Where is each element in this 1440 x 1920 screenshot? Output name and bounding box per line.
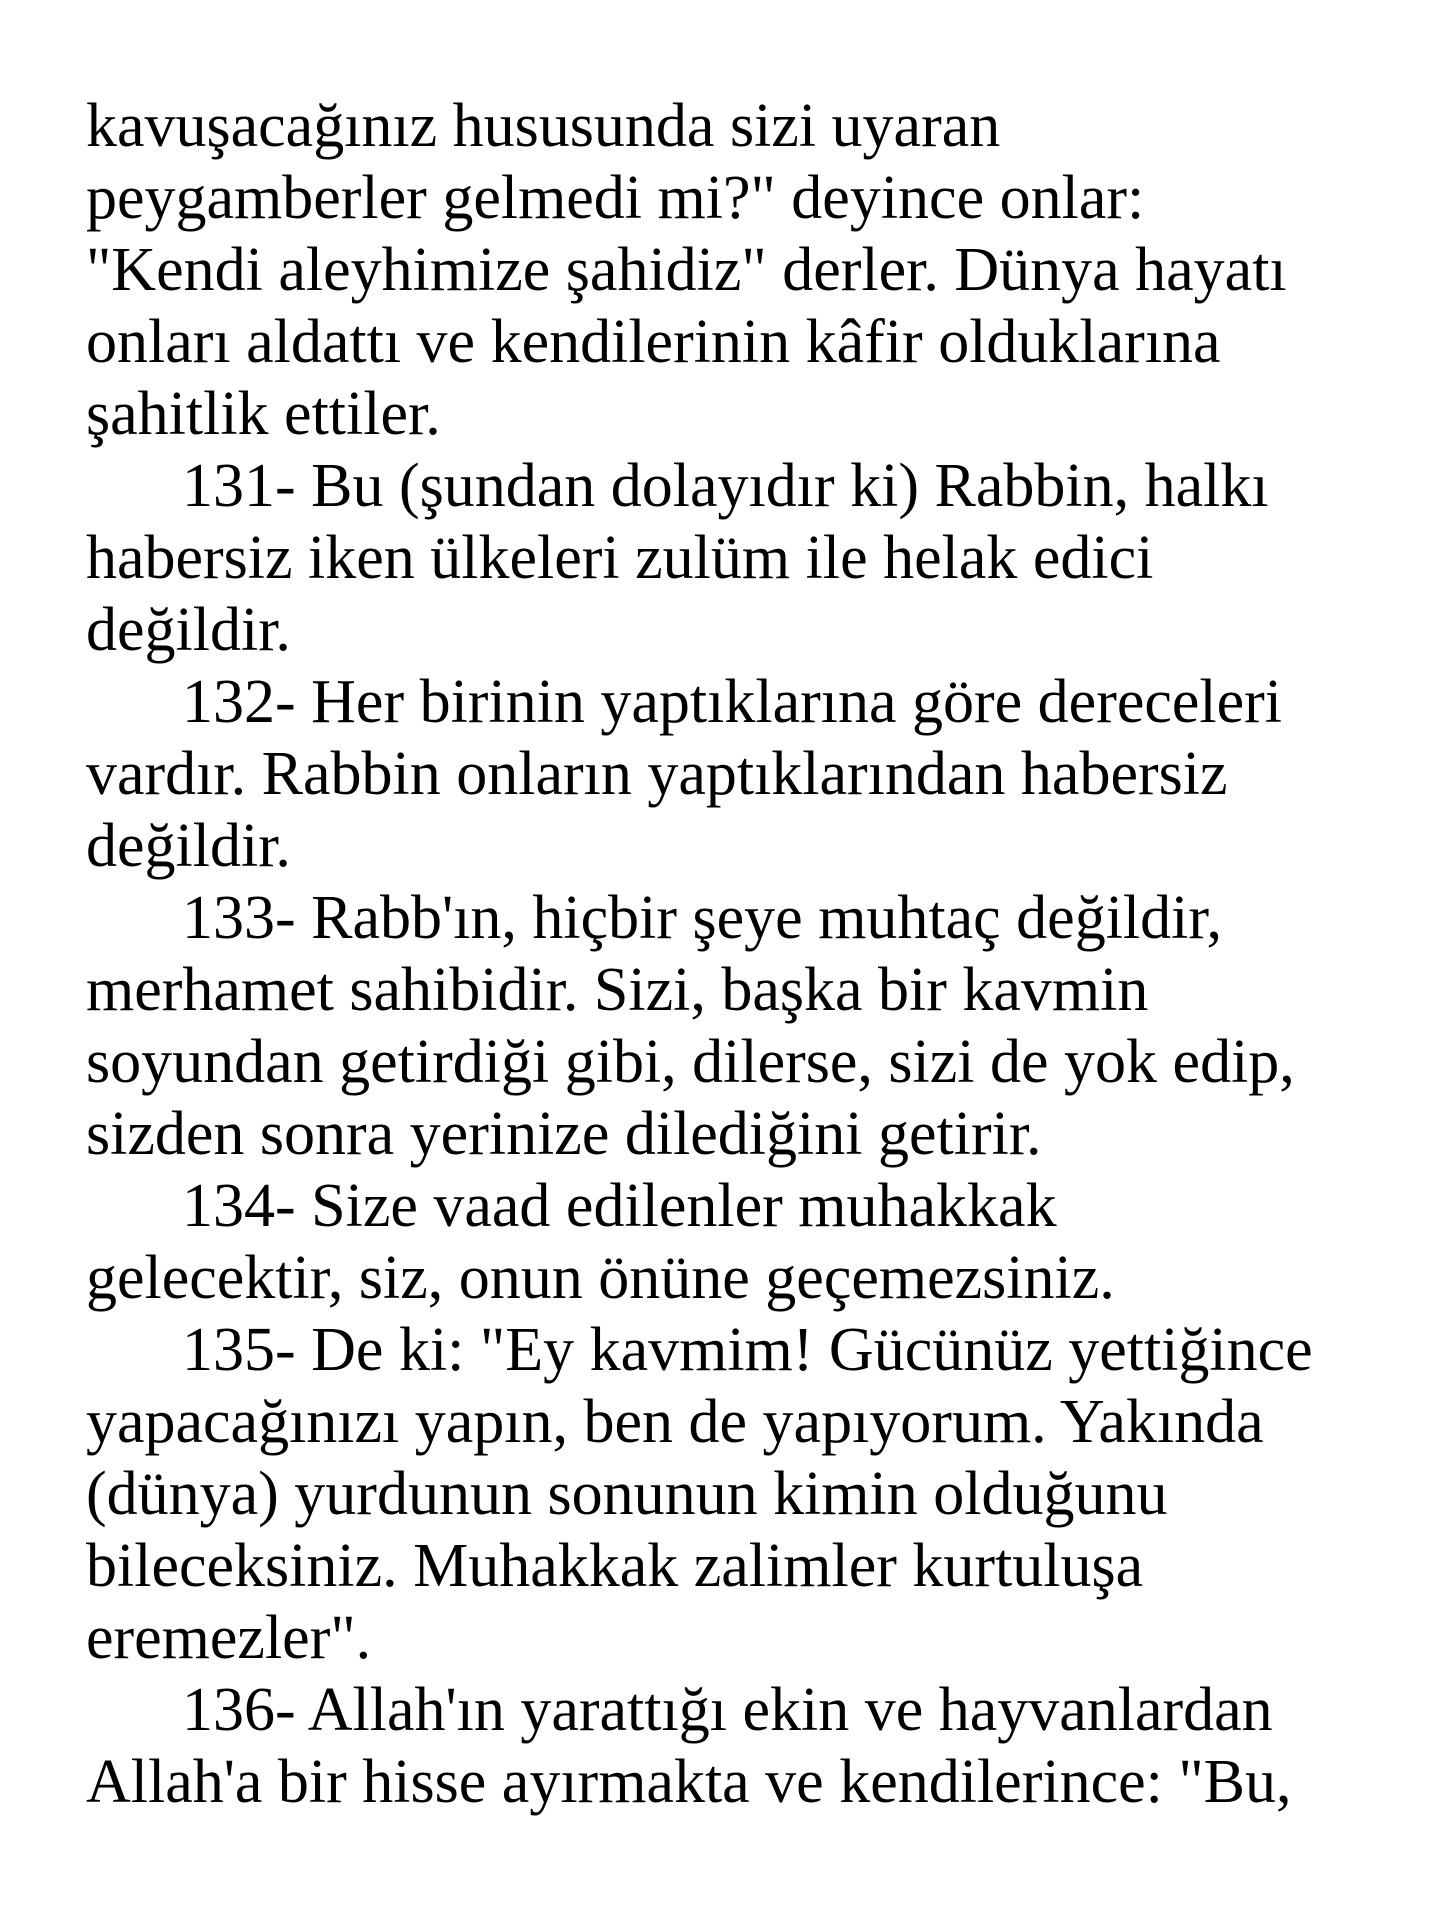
verse-136: [86, 1674, 1406, 1818]
text-line: Allah'a bir hisse ayırmakta ve kendilerince: "Bu,: [86, 1748, 1292, 1816]
text-line: 134- Size vaad edilenler muhakkak: [182, 1172, 1057, 1240]
verse-135: [86, 1314, 1406, 1674]
text-line: vardır. Rabbin onların yaptıklarından habersiz: [86, 740, 1228, 808]
verse-133: [86, 882, 1406, 1170]
text-line: gelecektir, siz, onun önüne geçemezsiniz.: [86, 1244, 1115, 1312]
text-line: değildir.: [86, 812, 291, 880]
text-line: 133- Rabb'ın, hiçbir şeye muhtaç değildir,: [182, 884, 1223, 952]
text-line: peygamberler gelmedi mi?" deyince onlar:: [86, 164, 1145, 232]
text-line: 131- Bu (şundan dolayıdır ki) Rabbin, halkı: [182, 452, 1269, 520]
text-line: soyundan getirdiği gibi, dilerse, sizi de yok edip,: [86, 1028, 1295, 1096]
text-line: şahitlik ettiler.: [86, 380, 441, 448]
text-line: bileceksiniz. Muhakkak zalimler kurtuluşa: [86, 1532, 1144, 1600]
text-line: 135- De ki: "Ey kavmim! Gücünüz yettiğince: [182, 1316, 1313, 1384]
text-line: sizden sonra yerinize dilediğini getirir.: [86, 1100, 1042, 1168]
text-line: değildir.: [86, 596, 291, 664]
text-line: (dünya) yurdunun sonunun kimin olduğunu: [86, 1460, 1168, 1528]
text-line: eremezler".: [86, 1604, 372, 1672]
verse-134: [86, 1170, 1406, 1314]
text-line: "Kendi aleyhimize şahidiz" derler. Dünya hayatı: [86, 236, 1287, 304]
text-line: kavuşacağınız hususunda sizi uyaran: [86, 92, 1001, 160]
text-line: yapacağınızı yapın, ben de yapıyorum. Yakında: [86, 1388, 1264, 1456]
paragraph-continuation: [86, 90, 1406, 450]
text-line: 136- Allah'ın yarattığı ekin ve hayvanlardan: [182, 1676, 1273, 1744]
document-page: [86, 90, 1406, 1818]
verse-131: [86, 450, 1406, 666]
verse-132: [86, 666, 1406, 882]
text-line: habersiz iken ülkeleri zulüm ile helak edici: [86, 524, 1154, 592]
text-line: 132- Her birinin yaptıklarına göre dereceleri: [182, 668, 1283, 736]
text-line: onları aldattı ve kendilerinin kâfir olduklarına: [86, 308, 1221, 376]
text-line: merhamet sahibidir. Sizi, başka bir kavmin: [86, 956, 1149, 1024]
